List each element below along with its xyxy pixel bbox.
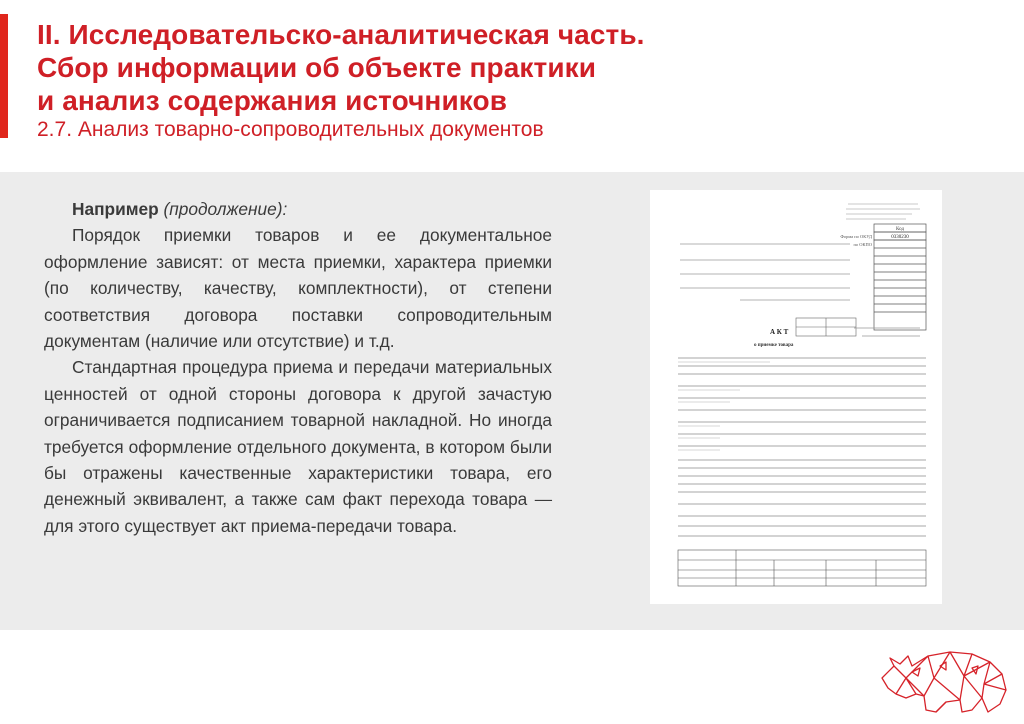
rhino-logo (876, 638, 1012, 718)
paragraph-1: Порядок приемки товаров и ее документальное оформление зависят: от места приемки, характера приемки (по количеству, качеству, комплектности), от степени соответствия договора поставки сопроводительным документам (наличие или отсутствие) и т.д. (44, 225, 552, 352)
example-heading (44, 196, 552, 222)
example-note: (продолжение): (158, 199, 288, 219)
doc-code-value: 0330230 (891, 235, 909, 240)
paragraph-2: Стандартная процедура приема и передачи материальных ценностей от одной стороны договора к другой зачастую ограничивается подписанием товарной накладной. Но иногда требуется оформление отдельного документа, в котором были бы отражены качественные характеристики товара, его денежный эквивалент, а также сам факт перехода товара — для этого существует акт приема-передачи товара. (44, 357, 552, 536)
title-line-2: Сбор информации об объекте практики (37, 52, 597, 83)
doc-code-label: Код (896, 227, 904, 232)
slide-header (37, 18, 997, 143)
act-document-image (650, 190, 942, 604)
doc-okpo-label: по ОКПО (853, 242, 872, 247)
doc-act-subtitle: о приемке товара (754, 343, 794, 348)
title-line-1: II. Исследовательско-аналитическая часть. (37, 19, 645, 50)
slide-title (37, 18, 997, 117)
title-line-3: и анализ содержания источников (37, 85, 508, 116)
doc-form-label: Форма по ОКУД (840, 234, 872, 239)
content-panel (0, 172, 1024, 630)
accent-bar (0, 14, 8, 138)
example-label: Например (72, 199, 159, 219)
slide-subtitle: 2.7. Анализ товарно-сопроводительных документов (37, 118, 544, 141)
doc-act-title: А К Т (770, 328, 789, 336)
body-text (44, 196, 552, 539)
